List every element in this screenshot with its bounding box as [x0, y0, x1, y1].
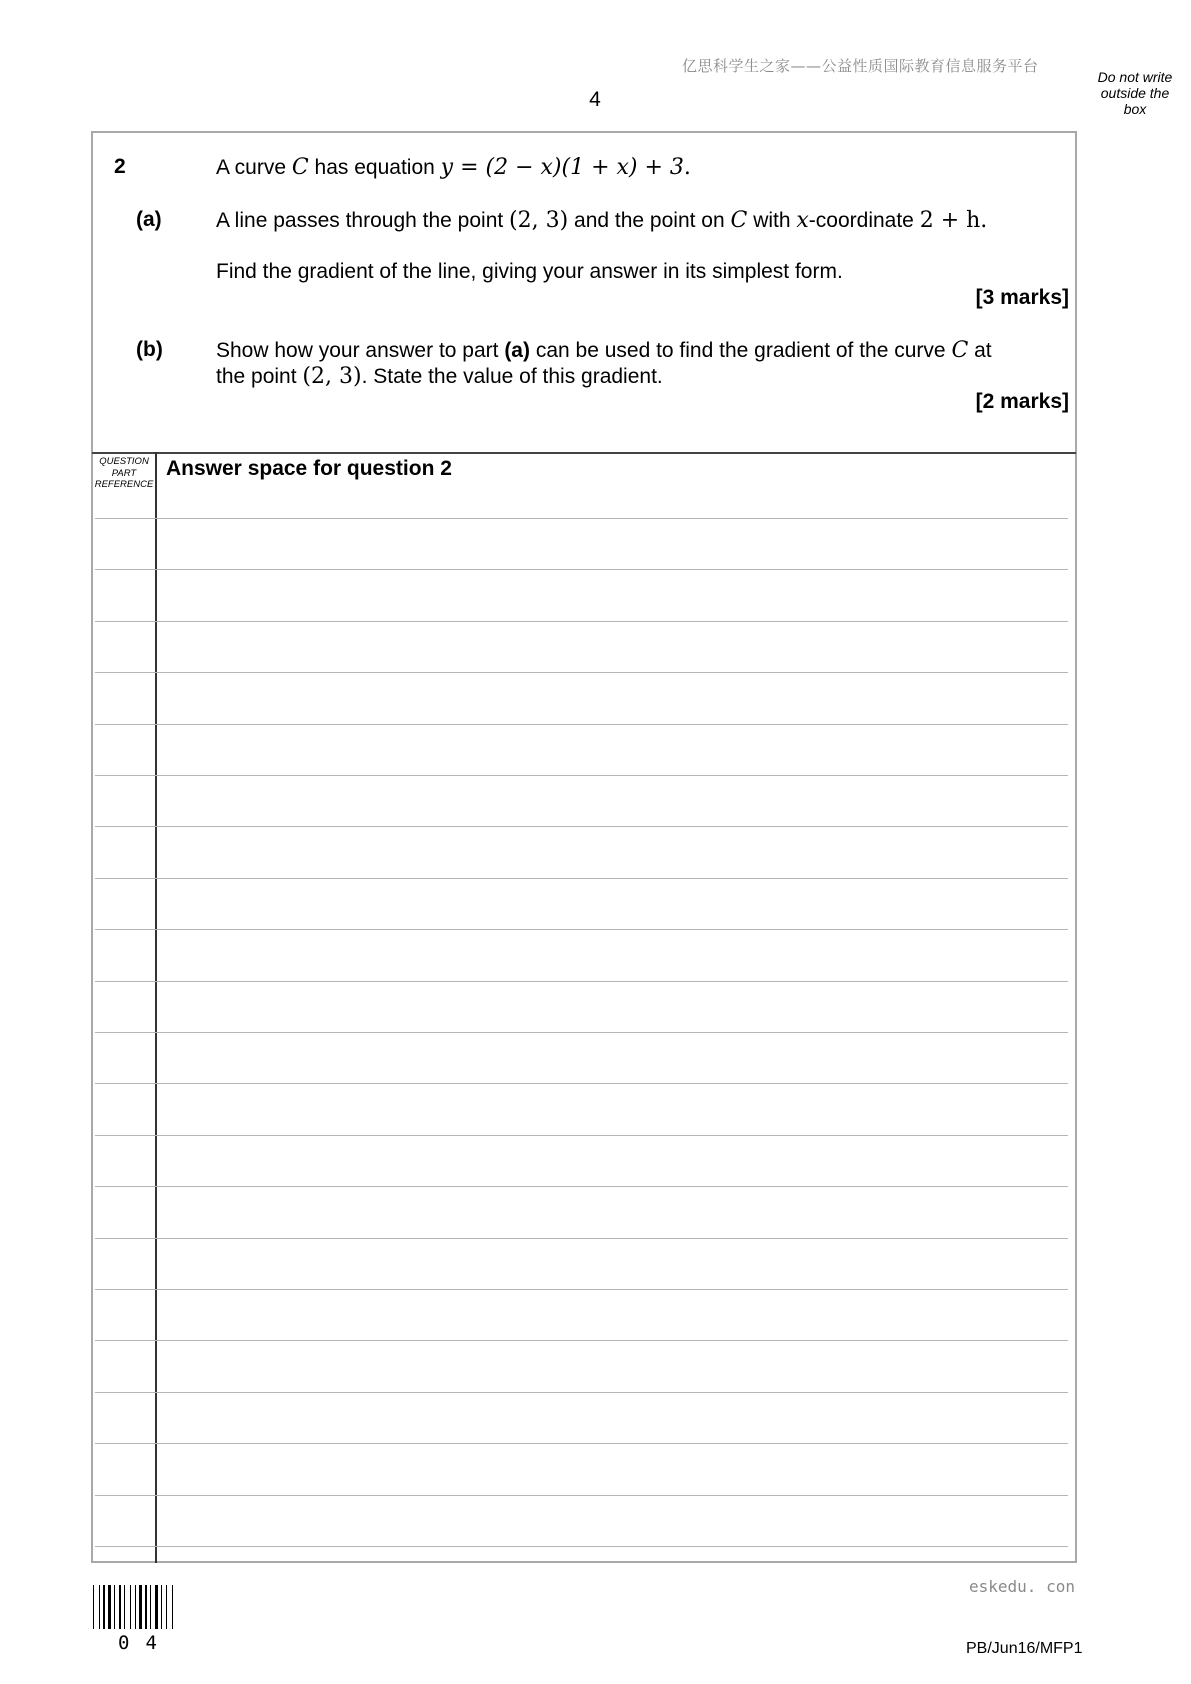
- answer-line[interactable]: [95, 775, 1068, 776]
- part-a-line-1: [216, 208, 987, 233]
- ref-label-line: PART: [111, 467, 137, 479]
- part-b-label: (b): [136, 338, 163, 361]
- answer-line[interactable]: [95, 1186, 1068, 1187]
- stem-text: A curve: [216, 156, 292, 179]
- answer-line[interactable]: [95, 672, 1068, 673]
- margin-note: [1090, 69, 1180, 117]
- answer-line[interactable]: [95, 724, 1068, 725]
- answer-line[interactable]: [95, 878, 1068, 879]
- margin-note-line: box: [1123, 101, 1147, 117]
- curve-symbol: C: [291, 155, 309, 180]
- ref-label-line: REFERENCE: [94, 479, 154, 490]
- answer-line[interactable]: [95, 518, 1068, 519]
- part-b-text: Show how your answer to part: [216, 339, 505, 362]
- part-a-text: -coordinate: [808, 209, 920, 232]
- curve-symbol: C: [730, 208, 748, 233]
- curve-symbol: C: [951, 338, 969, 363]
- page-number: 4: [589, 88, 601, 111]
- site-mark: eskedu. con: [969, 1577, 1075, 1596]
- answer-line[interactable]: [95, 826, 1068, 827]
- point-coordinates: (2, 3): [302, 364, 362, 389]
- part-a-text: with: [747, 209, 797, 232]
- answer-area-divider: [92, 452, 1076, 454]
- curve-equation: y = (2 − x)(1 + x) + 3: [440, 155, 684, 180]
- answer-space-title: Answer space for question 2: [166, 457, 452, 480]
- paper-reference: PB/Jun16/MFP1: [966, 1640, 1083, 1657]
- margin-note-line: outside the: [1100, 85, 1170, 101]
- barcode-icon: [93, 1585, 193, 1629]
- stem-text: has equation: [308, 156, 441, 179]
- point-coordinates: (2, 3): [509, 208, 569, 233]
- answer-line[interactable]: [95, 1238, 1068, 1239]
- part-b-text: the point: [216, 365, 303, 388]
- part-b-text: can be used to find the gradient of the curve: [529, 339, 952, 362]
- answer-line[interactable]: [95, 1289, 1068, 1290]
- margin-note-line: Do not write: [1097, 69, 1173, 85]
- answer-line[interactable]: [95, 1546, 1068, 1547]
- part-b-line-2: [216, 364, 663, 389]
- x-coordinate-value: 2 + h: [919, 208, 981, 233]
- reference-column-line: [155, 452, 157, 1563]
- answer-line[interactable]: [95, 981, 1068, 982]
- question-part-reference-label: [93, 456, 155, 491]
- answer-line[interactable]: [95, 1392, 1068, 1393]
- question-number: 2: [114, 155, 126, 178]
- ref-label-line: QUESTION: [99, 456, 149, 467]
- part-a-text: and the point on: [568, 209, 731, 232]
- answer-line[interactable]: [95, 1495, 1068, 1496]
- part-a-reference: (a): [504, 339, 530, 362]
- answer-line[interactable]: [95, 621, 1068, 622]
- stem-text: .: [683, 155, 691, 180]
- part-a-label: (a): [136, 208, 162, 231]
- part-a-text: A line passes through the point: [216, 209, 510, 232]
- barcode-digits: 04: [118, 1632, 173, 1654]
- part-b-marks: [2 marks]: [975, 390, 1069, 413]
- part-b-text: . State the value of this gradient.: [361, 365, 663, 388]
- answer-line[interactable]: [95, 569, 1068, 570]
- x-symbol: x: [796, 208, 809, 233]
- question-stem: [216, 155, 691, 180]
- part-a-text: .: [980, 208, 988, 233]
- answer-line[interactable]: [95, 1135, 1068, 1136]
- answer-line[interactable]: [95, 1083, 1068, 1084]
- watermark-text: 亿思科学生之家——公益性质国际教育信息服务平台: [682, 57, 1039, 75]
- answer-line[interactable]: [95, 929, 1068, 930]
- answer-line[interactable]: [95, 1443, 1068, 1444]
- part-a-marks: [3 marks]: [975, 286, 1069, 309]
- answer-line[interactable]: [95, 1032, 1068, 1033]
- part-b-line-1: [216, 338, 992, 363]
- answer-line[interactable]: [95, 1340, 1068, 1341]
- part-a-line-2: Find the gradient of the line, giving your answer in its simplest form.: [216, 260, 843, 283]
- part-b-text: at: [968, 339, 992, 362]
